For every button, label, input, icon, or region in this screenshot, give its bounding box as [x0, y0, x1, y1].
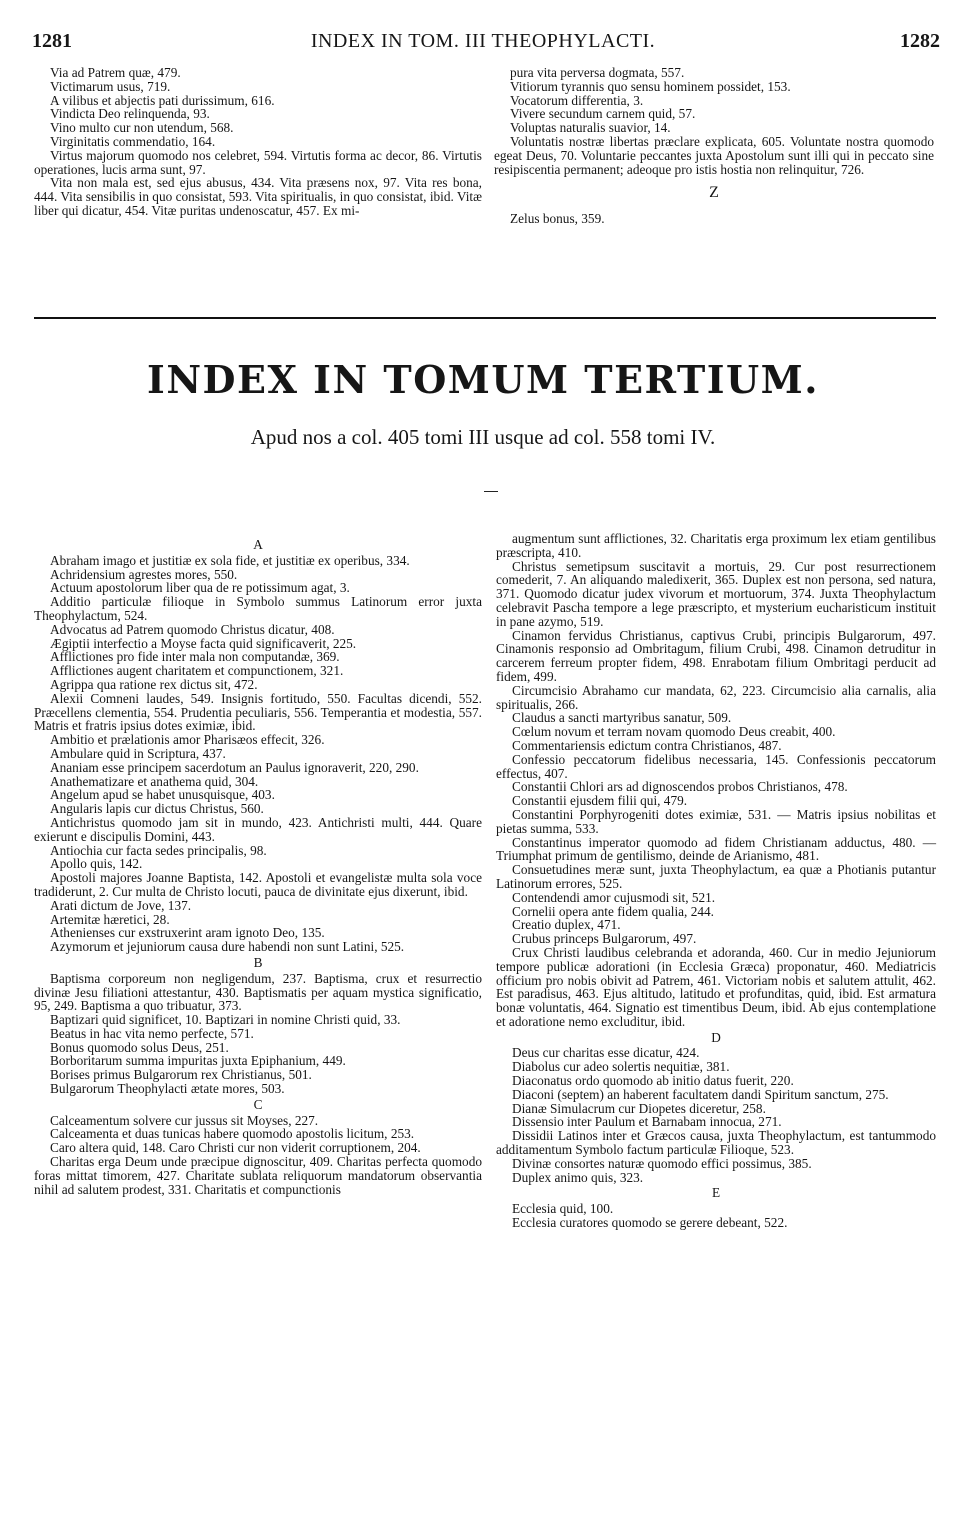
index-entry: Baptisma corporeum non negligendum, 237. Baptisma, crux et resurrectio divinæ Jesu filiationi attestantur, 430. Baptismatis per aquam mystica significatio, 95, 249. Baptisma a quo tribuatur, 373. [34, 970, 482, 1014]
section-letter: Z [709, 184, 719, 202]
index-entry: Beatus in hac vita nemo perfecte, 571. [50, 1025, 254, 1041]
index-entry: Ægiptii interfectio a Moyse facta quid significaverit, 225. [50, 635, 357, 651]
index-entry: Calceamenta et duas tunicas habere quomodo apostolis licitum, 253. [50, 1126, 415, 1142]
index-entry: Christus semetipsum suscitavit a mortuis, 29. Cur post resurrectionem comederit, 7. An aliquando maledixerit, 365. Duplex est non persona, sed natura, 371. Quomodo dicatur judex vivorum et mortuorum, 374. Juxta Theophylactum celebravit Pascha tempore a lege præscripto, et mysterium eucharisticum instituit in pane azymo, 519. [496, 558, 936, 629]
top-left-column [34, 66, 482, 218]
index-entry: Voluptas naturalis suavior, 14. [510, 120, 671, 136]
index-entry: Vita non mala est, sed ejus abusus, 434. Vita præsens nox, 97. Vita res bona, 444. Vita sensibilis in quo consistat, 593. Vita spiritualis, in quo consistat, ibid. Vitæ liber qui dicatur, 454. Vitæ puritas undenoscatur, 457. Ex mi- [34, 175, 482, 218]
index-entry: Afflictiones pro fide inter mala non computandæ, 369. [50, 649, 340, 665]
section-letter: B [253, 954, 263, 970]
index-entry: Voluntatis nostræ libertas præclare explicata, 605. Voluntate nostra quomodo egeat Deus, 70. Voluntarie peccantes juxta Apostolum sunt illi qui in peccato sine resipiscentia permanent; adeoque pro istis hostia non relinquitur, 726. [494, 133, 934, 177]
index-entry: Afflictiones augent charitatem et compunctionem, 321. [50, 663, 344, 679]
index-entry: Antiochia cur facta sedes principalis, 98. [50, 842, 267, 858]
index-entry: Zelus bonus, 359. [510, 211, 605, 227]
index-entry: Cinamon fervidus Christianus, captivus Crubi, principis Bulgarorum, 497. Cinamonis responsio ad Ombritagum, filium Crubi, 498. Cinamon detruditur in carcerem ferreum propter fidem, 498. Enrabotam filium Ombritagi perducit ad fidem, 499. [496, 627, 936, 684]
index-entry: Vocatorum differentia, 3. [510, 92, 644, 108]
index-entry: Crubus princeps Bulgarorum, 497. [512, 931, 697, 947]
index-entry: Borboritarum summa impuritas juxta Epiphanium, 449. [50, 1053, 346, 1069]
index-entry: Victimarum usus, 719. [50, 78, 171, 94]
index-entry: Antichristus quomodo jam sit in mundo, 423. Antichristi multi, 444. Quare exierunt e discipulis Domini, 443. [34, 814, 482, 844]
index-entry: Vindicta Deo relinquenda, 93. [50, 106, 210, 122]
index-entry: Crux Christi laudibus celebranda et adoranda, 460. Cur in medio Jejuniorum tempore publicæ adorationi (in Ecclesia Græca) proponatur, 460. Mediatricis officium pro nobis obivit ad Patrem, 461. Victoriam nobis et salutem attulit, 462. Est paradisus, 463. Ejus altitudo, latitudo et profunditas, quid, ibid. Est armatura bonæ voluntatis, 464. Signatio est timentibus Deum, ibid. Ab ejus contemplatione et adoratione nemo excluditur, ibid. [496, 944, 936, 1029]
index-subtitle: Apud nos a col. 405 tomi III usque ad col. 558 tomi IV. [250, 425, 716, 449]
index-entry: Artemitæ hæretici, 28. [50, 911, 170, 927]
index-entry: Diabolus cur adeo solertis nequitiæ, 381. [512, 1059, 730, 1075]
index-entry: Claudus a sancti martyribus sanatur, 509. [512, 710, 732, 726]
index-entry: Diaconi (septem) an haberent facultatem dandi Spiritum sanctum, 275. [512, 1086, 889, 1102]
index-entry: Advocatus ad Patrem quomodo Christus dicatur, 408. [50, 621, 335, 637]
index-entry: Via ad Patrem quæ, 479. [50, 65, 181, 80]
index-entry: Anathematizare et anathema quid, 304. [50, 773, 259, 789]
index-entry: Angularis lapis cur dictus Christus, 560. [50, 801, 264, 817]
index-entry: Constantii Chlori ars ad dignoscendos probos Christianos, 478. [512, 779, 848, 795]
index-entry: Bonus quomodo solus Deus, 251. [50, 1039, 229, 1055]
section-divider [34, 317, 936, 319]
index-entry: Azymorum et jejuniorum causa dure habendi non sunt Latini, 525. [50, 939, 405, 955]
index-entry: Vino multo cur non utendum, 568. [50, 120, 234, 136]
index-entry: Charitas erga Deum unde præcipue dignoscitur, 409. Charitas perfecta quomodo foras mittat timorem, 427. Charitate sublata reliquorum mandatorum observantia nihil ad salutem prodest, 331. Charitatis et compunctionis [34, 1154, 482, 1197]
index-entry: Calceamentum solvere cur jussus sit Moyses, 227. [50, 1112, 319, 1128]
index-entry: augmentum sunt afflictiones, 32. Charitatis erga proximum lex etiam gentilibus præscripta, 410. [496, 531, 936, 560]
index-right-column [496, 532, 936, 1230]
section-letter: C [253, 1096, 263, 1112]
top-right-column [494, 66, 934, 226]
index-entry: Abraham imago et justitiæ ex sola fide, et justitiæ ex operibus, 334. [50, 552, 410, 568]
index-entry: Circumcisio Abrahamo cur mandata, 62, 223. Circumcisio alia carnalis, alia spiritualis, 266. [496, 682, 936, 712]
index-entry: Cœlum novum et terram novam quomodo Deus creabit, 400. [512, 724, 836, 740]
index-entry: Diaconatus ordo quomodo ab initio datus fuerit, 220. [512, 1073, 794, 1089]
page-number-left: 1281 [32, 30, 72, 52]
running-title: INDEX IN TOM. III THEOPHYLACTI. [310, 30, 656, 52]
index-entry: Constantini Porphyrogeniti dotes eximiæ, 531. — Matris ipsius nobilitas et pietas summa, 533. [496, 806, 936, 836]
index-entry: Agrippa qua ratione rex dictus sit, 472. [50, 676, 258, 692]
index-entry: Apollo quis, 142. [50, 856, 143, 872]
index-entry: Confessio peccatorum fidelibus necessaria, 145. Confessionis peccatorum effectus, 407. [496, 751, 936, 781]
index-entry: Achridensium agrestes mores, 550. [50, 566, 238, 582]
index-entry: Apostoli majores Joanne Baptista, 142. Apostoli et evangelistæ multa sola voce tradiderunt, 2. Cur multa de Christo locuti, pauca de divinitate ejus dixerunt, ibid. [34, 870, 482, 899]
index-entry: Virtus majorum quomodo nos celebret, 594. Virtutis forma ac decor, 86. Virtutis operationes, lucis arma sunt, 97. [34, 147, 482, 177]
index-entry: Consuetudines meræ sunt, juxta Theophylactum, ea quæ a Photianis putantur Latinorum errores, 525. [496, 862, 936, 891]
index-entry: Baptizari quid significet, 10. Baptizari in nomine Christi quid, 33. [50, 1012, 401, 1028]
index-entry: Alexii Comneni laudes, 549. Insignis fortitudo, 550. Facultas dicendi, 552. Præcellens clementia, 554. Prudentia peculiaris, 556. Temperantia et modestia, 557. Matris et fratris ipsius dotes eximiæ, ibid. [34, 690, 482, 734]
index-entry: Ananiam esse principem sacerdotum an Paulus ignoraverit, 220, 290. [50, 759, 419, 775]
index-entry: pura vita perversa dogmata, 557. [510, 65, 685, 80]
index-entry: Vitiorum tyrannis quo sensu hominem possidet, 153. [510, 78, 791, 94]
index-left-column [34, 536, 482, 1196]
page-number-right: 1282 [900, 30, 940, 52]
section-letter: A [253, 537, 263, 552]
index-entry: Angelum apud se habet unusquisque, 403. [50, 787, 275, 803]
index-entry: Cornelii opera ante fidem qualia, 244. [512, 903, 714, 919]
index-entry: Constantinus imperator quomodo ad fidem Christianam adductus, 480. — Triumphat primum de gentilismo, deinde de Arianismo, 481. [496, 834, 936, 864]
index-entry: Bulgarorum Theophylacti ætate mores, 503. [50, 1081, 285, 1097]
index-entry: Athenienses cur exstruxerint aram ignoto Deo, 135. [50, 925, 325, 941]
index-entry: Constantii ejusdem filii qui, 479. [512, 793, 688, 809]
index-entry: Duplex animo quis, 323. [512, 1169, 644, 1185]
index-entry: Commentariensis edictum contra Christianos, 487. [512, 737, 782, 753]
index-entry: Arati dictum de Jove, 137. [50, 897, 192, 913]
index-entry: Caro altera quid, 148. Caro Christi cur non viderit corruptionem, 204. [50, 1140, 421, 1156]
index-entry: Ecclesia quid, 100. [512, 1201, 614, 1217]
index-entry: Contendendi amor cujusmodi sit, 521. [512, 889, 716, 905]
index-entry: Vivere secundum carnem quid, 57. [510, 106, 696, 122]
index-entry: Actuum apostolorum liber qua de re potissimum agat, 3. [50, 580, 350, 596]
section-letter: E [711, 1185, 721, 1201]
page-header [0, 30, 966, 60]
index-entry: Deus cur charitas esse dicatur, 424. [512, 1045, 700, 1061]
index-entry: Virginitatis commendatio, 164. [50, 133, 216, 149]
index-entry: Ecclesia curatores quomodo se gerere debeant, 522. [512, 1215, 788, 1231]
ornament-dash [484, 491, 498, 492]
index-entry: Borises primus Bulgarorum rex Christianus, 501. [50, 1067, 312, 1083]
index-entry: Creatio duplex, 471. [512, 917, 621, 933]
index-title: INDEX IN TOMUM TERTIUM. [147, 357, 819, 402]
index-entry: Ambulare quid in Scriptura, 437. [50, 745, 226, 761]
index-entry: Additio particulæ filioque in Symbolo summus Latinorum error juxta Theophylactum, 524. [34, 594, 482, 623]
index-entry: Ambitio et prælationis amor Pharisæos effecit, 326. [50, 732, 325, 748]
index-entry: A vilibus et abjectis pati durissimum, 616. [50, 92, 275, 108]
index-entry: Divinæ consortes naturæ quomodo effici possimus, 385. [512, 1155, 812, 1171]
index-entry: Dissidii Latinos inter et Græcos causa, juxta Theophylactum, est tantummodo additamentum Symbolo factum particulæ Filioque, 523. [496, 1128, 936, 1158]
index-entry: Dissensio inter Paulum et Barnabam innocua, 271. [512, 1114, 782, 1130]
section-letter: D [711, 1029, 721, 1045]
index-entry: Dianæ Simulacrum cur Diopetes diceretur, 258. [512, 1100, 766, 1116]
